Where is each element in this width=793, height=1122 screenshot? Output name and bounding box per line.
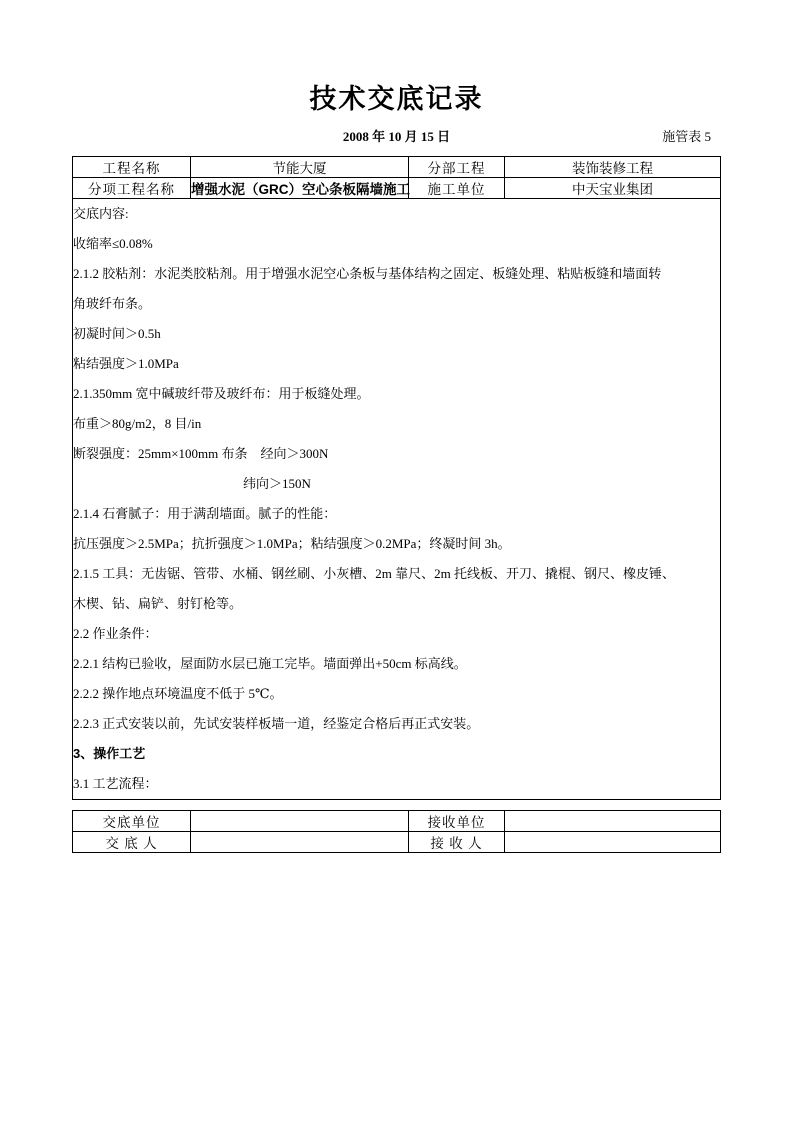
content-line: 3、操作工艺: [73, 746, 146, 761]
discloser-label: 交 底 人: [73, 832, 191, 853]
content-line: 2.1.350mm 宽中碱玻纤带及玻纤布：用于板缝处理。: [73, 386, 370, 401]
receiving-unit-value[interactable]: [505, 811, 721, 832]
project-name-label: 工程名称: [73, 157, 191, 178]
content-heading: 交底内容:: [73, 206, 129, 221]
content-line: 2.2.3 正式安装以前，先试安装样板墙一道，经鉴定合格后再正式安装。: [73, 716, 480, 731]
discloser-value[interactable]: [191, 832, 409, 853]
page-title: 技术交底记录: [309, 84, 484, 114]
info-table: [72, 156, 721, 800]
document-date: 2008 年 10 月 15 日: [342, 129, 451, 144]
division-work-label: 分部工程: [409, 157, 505, 178]
construction-unit-label: 施工单位: [409, 178, 505, 199]
content-line: 布重＞80g/m2，8 目/in: [73, 416, 202, 431]
content-line: 角玻纤布条。: [73, 296, 152, 311]
content-line: 2.1.5 工具：无齿锯、管带、水桶、钢丝刷、小灰槽、2m 靠尺、2m 托线板、开刀、撬棍、钢尺、橡皮锤、: [73, 566, 675, 581]
content-row: [73, 199, 721, 800]
construction-unit-value: 中天宝业集团: [505, 178, 721, 199]
content-line: 2.1.2 胶粘剂：水泥类胶粘剂。用于增强水泥空心条板与基体结构之固定、板缝处理、粘贴板缝和墙面转: [73, 266, 662, 281]
content-line: 2.2.1 结构已验收，屋面防水层已施工完毕。墙面弹出+50cm 标高线。: [73, 656, 467, 671]
content-line: 木楔、钻、扁铲、射钉枪等。: [73, 596, 243, 611]
document-subheader: [0, 126, 793, 146]
receiver-value[interactable]: [505, 832, 721, 853]
form-number: 施管表 5: [662, 129, 711, 144]
content-line: 收缩率≤0.08%: [73, 236, 153, 251]
content-line: 2.1.4 石膏腻子：用于满刮墙面。腻子的性能：: [73, 506, 337, 521]
content-line: 纬向＞150N: [243, 476, 311, 491]
disclosing-unit-label: 交底单位: [73, 811, 191, 832]
table-row: [73, 832, 721, 853]
division-work-value: 装饰装修工程: [505, 157, 721, 178]
disclosing-unit-value[interactable]: [191, 811, 409, 832]
signature-table: [72, 810, 721, 853]
receiving-unit-label: 接收单位: [409, 811, 505, 832]
content-line: 3.1 工艺流程：: [73, 776, 158, 791]
content-line: 2.2 作业条件：: [73, 626, 158, 641]
receiver-label: 接 收 人: [409, 832, 505, 853]
project-name-value: 节能大厦: [191, 157, 409, 178]
content-line: 粘结强度＞1.0MPa: [73, 356, 179, 371]
content-line: 初凝时间＞0.5h: [73, 326, 161, 341]
sub-item-value: 增强水泥（GRC）空心条板隔墙施工: [191, 178, 409, 199]
content-line: 抗压强度＞2.5MPa；抗折强度＞1.0MPa；粘结强度＞0.2MPa；终凝时间 3h。: [73, 536, 511, 551]
content-line: 断裂强度：25mm×100mm 布条 经向＞300N: [73, 446, 329, 461]
content-lines: [73, 229, 720, 799]
sub-item-label: 分项工程名称: [73, 178, 191, 199]
content-body: [73, 199, 721, 800]
table-row: [73, 178, 721, 199]
table-row: [73, 811, 721, 832]
table-row: [73, 157, 721, 178]
content-line: 2.2.2 操作地点环境温度不低于 5℃。: [73, 686, 283, 701]
